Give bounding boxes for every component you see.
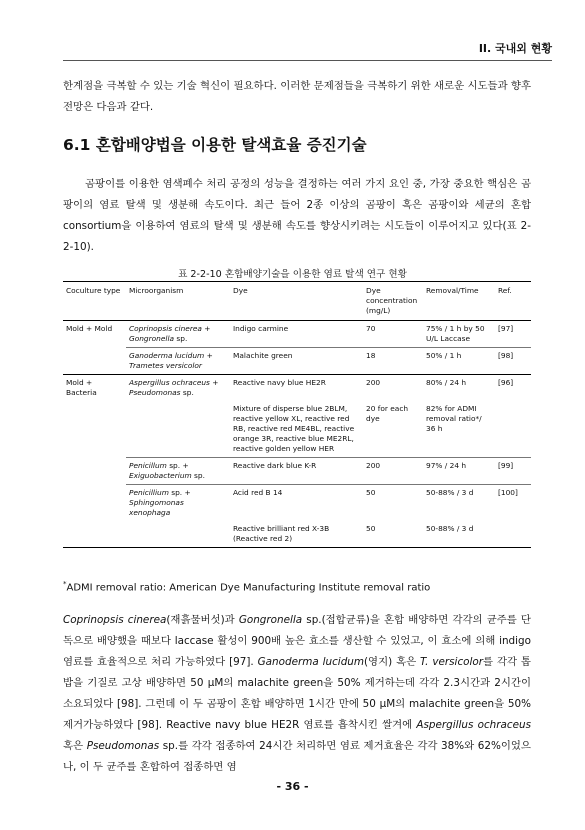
cell-ref: [99] <box>495 458 531 485</box>
cell-removal: 80% / 24 h <box>423 375 495 402</box>
cell-dye: Indigo carmine <box>230 321 363 348</box>
table-footnote <box>63 580 430 593</box>
header-dye-concentration: Dye concentration (mg/L) <box>363 282 423 321</box>
cell-removal: 50% / 1 h <box>423 348 495 375</box>
cell-ref: [96] <box>495 375 531 402</box>
cell-type: Mold + Mold <box>63 321 126 348</box>
cell-ref <box>495 401 531 458</box>
intro-paragraph: 한계점을 극복할 수 있는 기술 혁신이 필요하다. 이러한 문제점들을 극복하기 위한 새로운 시도들과 향후 전망은 다음과 같다. <box>63 80 531 113</box>
section-paragraph: 곰팡이를 이용한 염색폐수 처리 공정의 성능을 결정하는 여러 가지 요인 중, 가장 중요한 핵심은 곰팡이의 염료 탈색 및 생분해 속도이다. 최근 들어 2종 이상의 곰팡이 혹은 곰팡이와 세균의 혼합 consortium을 이용하여 염료의 탈색 및 생분해 속도를 향상시키려는 시도들이 이루어지고 있다(표 2-2-10). <box>63 178 531 253</box>
cell-dye: Reactive brilliant red X-3B (Reactive red 2) <box>230 521 363 548</box>
table-row <box>63 401 531 458</box>
cell-ref: [97] <box>495 321 531 348</box>
cell-removal: 50-88% / 3 d <box>423 485 495 522</box>
table-row <box>63 348 531 375</box>
cell-type <box>63 401 126 458</box>
cell-microorganism: Penicillum sp. + Exiguobacterium sp. <box>126 458 230 485</box>
cell-microorganism: Coprinopsis cinerea + Gongronella sp. <box>126 321 230 348</box>
cell-type <box>63 458 126 485</box>
cell-type <box>63 521 126 548</box>
cell-concentration: 70 <box>363 321 423 348</box>
cell-removal: 97% / 24 h <box>423 458 495 485</box>
header-dye: Dye <box>230 282 363 321</box>
page-number: - 36 - <box>276 780 309 793</box>
cell-ref: [98] <box>495 348 531 375</box>
table-caption: 표 2-2-10 혼합배양기술을 이용한 염료 탈색 연구 현황 <box>178 269 407 280</box>
cell-removal: 75% / 1 h by 50 U/L Laccase <box>423 321 495 348</box>
cell-microorganism: Ganoderma lucidum + Trametes versicolor <box>126 348 230 375</box>
footnote-text: ADMI removal ratio: American Dye Manufacturing Institute removal ratio <box>66 582 431 594</box>
cell-type: Mold + Bacteria <box>63 375 126 402</box>
header-microorganism: Microorganism <box>126 282 230 321</box>
cell-dye: Acid red B 14 <box>230 485 363 522</box>
cell-type <box>63 348 126 375</box>
cell-concentration: 200 <box>363 375 423 402</box>
header-ref: Ref. <box>495 282 531 321</box>
coculture-table <box>63 281 531 548</box>
header-coculture-type: Coculture type <box>63 282 126 321</box>
header-rule <box>63 60 552 61</box>
cell-type <box>63 485 126 522</box>
cell-dye: Mixture of disperse blue 2BLM, reactive yellow XL, reactive red RB, reactive red ME4BL, reactive orange 3R, reactive blue ME2RL, reactive golden yellow HER <box>233 404 355 453</box>
running-header: II. 국내외 현황 <box>478 42 552 55</box>
table-header-row <box>63 282 531 321</box>
cell-concentration: 20 for each dye <box>366 404 409 423</box>
header-removal-time: Removal/Time <box>423 282 495 321</box>
cell-concentration: 50 <box>363 485 423 522</box>
cell-microorganism <box>126 401 230 458</box>
cell-ref <box>495 521 531 548</box>
table-row <box>63 375 531 402</box>
cell-concentration: 18 <box>363 348 423 375</box>
cell-dye: Malachite green <box>230 348 363 375</box>
cell-dye: Reactive dark blue K-R <box>230 458 363 485</box>
footnote-mark: * <box>63 580 67 588</box>
cell-ref: [100] <box>495 485 531 522</box>
section-title: 6.1 혼합배양법을 이용한 탈색효율 증진기술 <box>63 136 367 154</box>
body-paragraph: Coprinopsis cinerea(재흙물버섯)과 Gongronella sp.(접합균류)을 혼합 배양하면 각각의 균주를 단독으로 배양했을 때보다 laccase 활성이 900배 높은 효소를 생산할 수 있었고, 이 효소에 의해 indigo 염료를 효율적으로 처리 가능하였다 [97]. Ganoderma lucidum(영지) 혹은 T. versicolor를 각각 톱밥을 기질로 고상 배양하면 50 μM의 malachite green을 50% 제거하는데 각각 2.3시간과 2시간이 소요되었다 [98]. 그런데 이 두 곰팡이 혼합 배양하면 1시간 만에 50 μM의 malachite green을 50% 제거가능하였다 [98]. Reactive navy blue HE2R 염료를 흡착시킨 쌀겨에 Aspergillus ochraceus 혹은 Pseudomonas sp.를 각각 접종하여 24시간 처리하면 염료 제거효율은 각각 38%와 62%이었으나, 이 두 균주를 혼합하여 접종하면 염 <box>63 614 531 773</box>
table-row <box>63 485 531 522</box>
table-row <box>63 458 531 485</box>
cell-removal: 82% for ADMI removal ratio*/ 36 h <box>426 404 482 433</box>
table-row <box>63 521 531 548</box>
cell-dye: Reactive navy blue HE2R <box>230 375 363 402</box>
table-row <box>63 321 531 348</box>
cell-concentration: 200 <box>363 458 423 485</box>
cell-removal: 50-88% / 3 d <box>423 521 495 548</box>
cell-concentration: 50 <box>363 521 423 548</box>
cell-microorganism: Penicillium sp. + Sphingomonas xenophaga <box>126 485 230 522</box>
cell-microorganism <box>126 521 230 548</box>
cell-microorganism: Aspergillus ochraceus + Pseudomonas sp. <box>126 375 230 402</box>
